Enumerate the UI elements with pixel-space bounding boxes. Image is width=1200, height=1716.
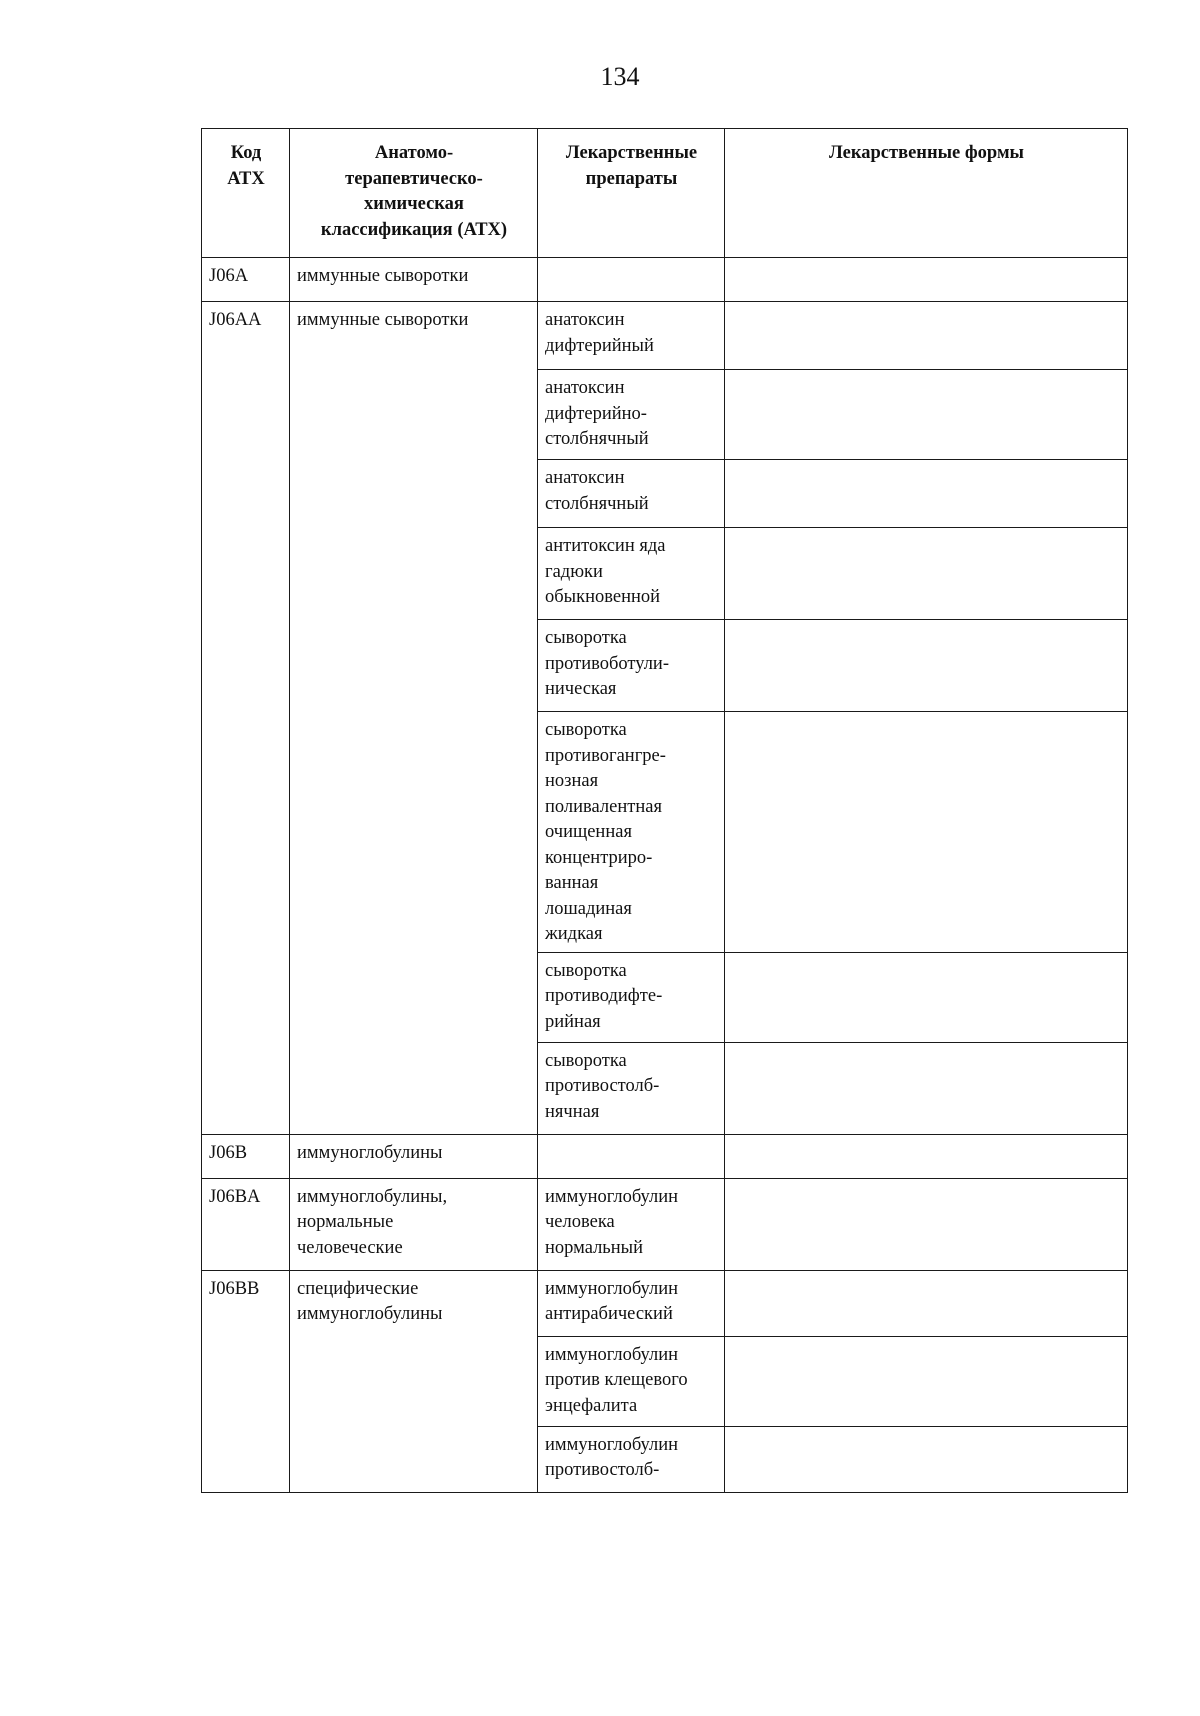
drug-cell: [538, 1134, 725, 1178]
table-header-row: [202, 129, 1128, 258]
drug-cell: анатоксин дифтерийно- столбнячный: [538, 370, 725, 460]
drug-cell: антитоксин яда гадюки обыкновенной: [538, 528, 725, 620]
drug-cell: сыворотка противодифте- рийная: [538, 952, 725, 1042]
drug-cell: иммуноглобулин противостолб-: [538, 1426, 725, 1492]
drug-cell: анатоксин дифтерийный: [538, 302, 725, 370]
atx-code-cell: J06B: [202, 1134, 290, 1178]
drug-cell: иммуноглобулин против клещевого энцефалита: [538, 1336, 725, 1426]
header-code: Код АТХ: [202, 129, 290, 258]
dosage-form-cell: [725, 1134, 1128, 1178]
atx-classification-cell: специфические иммуноглобулины: [290, 1270, 538, 1492]
dosage-form-cell: [725, 370, 1128, 460]
drug-cell: иммуноглобулин человека нормальный: [538, 1178, 725, 1270]
header-forms: Лекарственные формы: [725, 129, 1128, 258]
atx-code-cell: J06BB: [202, 1270, 290, 1492]
table-row: [202, 1178, 1128, 1270]
table-row: [202, 1134, 1128, 1178]
drug-cell: [538, 258, 725, 302]
dosage-form-cell: [725, 952, 1128, 1042]
dosage-form-cell: [725, 1336, 1128, 1426]
dosage-form-cell: [725, 302, 1128, 370]
dosage-form-cell: [725, 1270, 1128, 1336]
drug-cell: анатоксин столбнячный: [538, 460, 725, 528]
dosage-form-cell: [725, 1042, 1128, 1134]
header-classification: Анатомо- терапевтическо- химическая классификация (АТХ): [290, 129, 538, 258]
dosage-form-cell: [725, 1178, 1128, 1270]
table-row: [202, 1270, 1128, 1336]
dosage-form-cell: [725, 712, 1128, 953]
dosage-form-cell: [725, 258, 1128, 302]
drug-cell: сыворотка противостолб- нячная: [538, 1042, 725, 1134]
atx-classification-cell: иммуноглобулины, нормальные человеческие: [290, 1178, 538, 1270]
table-row: [202, 258, 1128, 302]
dosage-form-cell: [725, 460, 1128, 528]
atx-code-cell: J06A: [202, 258, 290, 302]
atx-classification-cell: иммуноглобулины: [290, 1134, 538, 1178]
atx-code-cell: J06AA: [202, 302, 290, 1135]
atx-code-cell: J06BA: [202, 1178, 290, 1270]
atx-classification-cell: иммунные сыворотки: [290, 302, 538, 1135]
drug-cell: сыворотка противогангре- нозная поливалентная очищенная концентриро- ванная лошадиная жидкая: [538, 712, 725, 953]
table-row: [202, 302, 1128, 370]
dosage-form-cell: [725, 620, 1128, 712]
drug-cell: сыворотка противоботули- ническая: [538, 620, 725, 712]
page-number: 134: [600, 62, 640, 91]
dosage-form-cell: [725, 528, 1128, 620]
atx-table: [201, 128, 1128, 1493]
dosage-form-cell: [725, 1426, 1128, 1492]
drug-cell: иммуноглобулин антирабический: [538, 1270, 725, 1336]
header-drugs: Лекарственные препараты: [538, 129, 725, 258]
atx-classification-cell: иммунные сыворотки: [290, 258, 538, 302]
